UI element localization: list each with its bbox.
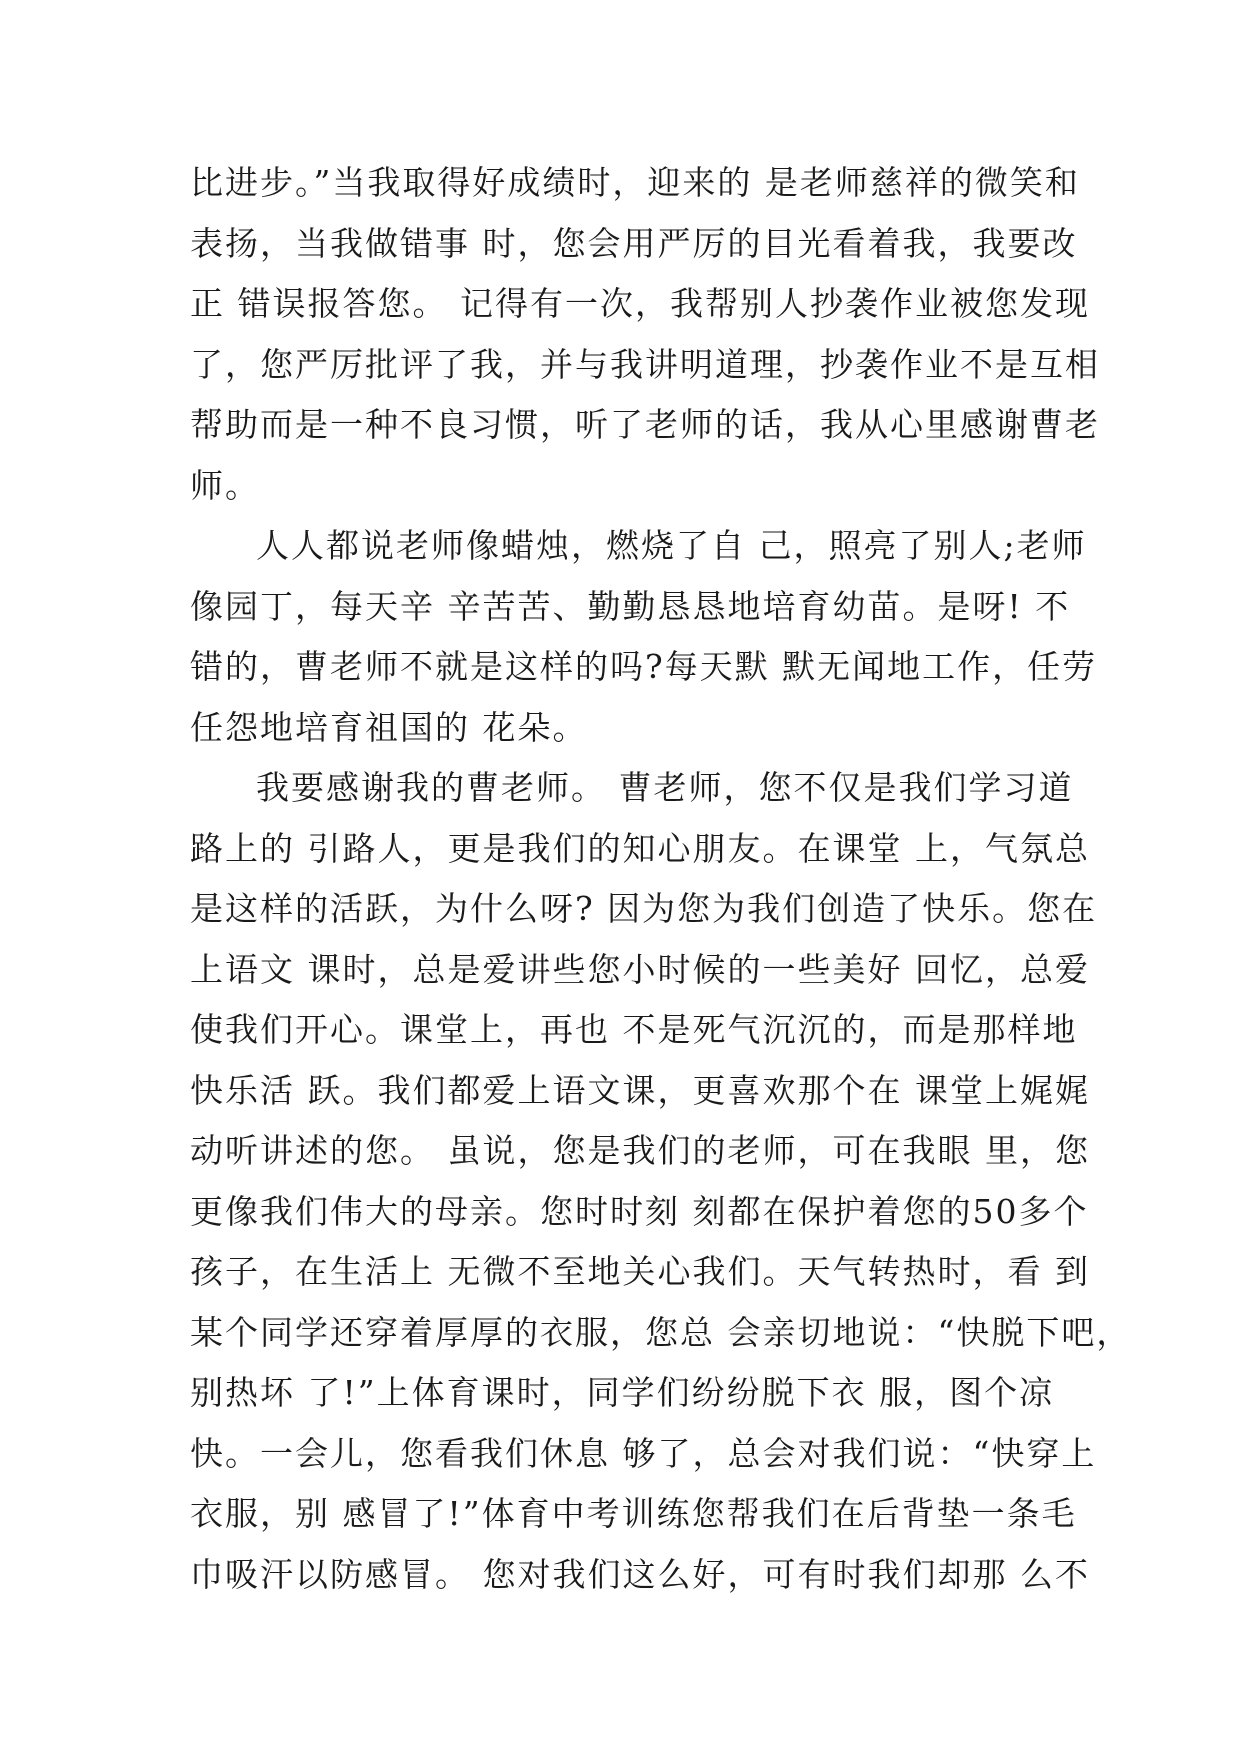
text-line: 表扬，当我做错事 时，您会用严厉的目光看着我，我要改 [190,223,1078,263]
text-line: 正 错误报答您。 记得有一次，我帮别人抄袭作业被您发现 [190,284,1090,323]
text-line: 帮助而是一种不良习惯，听了老师的话，我从心里感谢曹老 [190,405,1100,444]
text-line: 上语文 课时，总是爱讲些您小时候的一些美好 回忆，总爱 [190,949,1090,989]
text-line: 了，您严厉批评了我，并与我讲明道理，抄袭作业不是互相 [190,344,1100,384]
text-line: 别热坏 了!”上体育课时，同学们纷纷脱下衣 服，图个凉 [190,1373,1055,1412]
text-line: 巾吸汗以防感冒。 您对我们这么好，可有时我们却那 么不 [190,1554,1090,1594]
body-text [190,153,1132,1605]
text-line: 是这样的活跃，为什么呀? 因为您为我们创造了快乐。您在 [190,889,1098,928]
text-line: 某个同学还穿着厚厚的衣服，您总 会亲切地说：“快脱下吧， [190,1312,1132,1352]
text-line: 比进步。”当我取得好成绩时，迎来的 是老师慈祥的微笑和 [190,163,1080,202]
text-line: 孩子，在生活上 无微不至地关心我们。天气转热时，看 到 [190,1252,1090,1291]
text-line: 路上的 引路人，更是我们的知心朋友。在课堂 上，气氛总 [190,828,1090,868]
text-line: 使我们开心。课堂上，再也 不是死气沉沉的，而是那样地 [190,1010,1078,1049]
text-line: 任怨地培育祖国的 花朵。 [190,707,588,747]
text-line: 快。一会儿，您看我们休息 够了，总会对我们说：“快穿上 [190,1433,1097,1473]
text-line: 人人都说老师像蜡烛，燃烧了自 己，照亮了别人;老师 [256,526,1087,565]
text-line: 更像我们伟大的母亲。您时时刻 刻都在保护着您的50多个 [190,1191,1089,1231]
text-line: 错的，曹老师不就是这样的吗?每天默 默无闻地工作，任劳 [190,647,1098,686]
text-line: 像园丁，每天辛 辛苦苦、勤勤恳恳地培育幼苗。是呀! 不 [190,586,1071,626]
text-line: 快乐活 跃。我们都爱上语文课，更喜欢那个在 课堂上娓娓 [190,1070,1090,1110]
text-line: 衣服，别 感冒了!”体育中考训练您帮我们在后背垫一条毛 [190,1494,1077,1533]
text-line: 师。 [190,465,260,505]
text-line: 动听讲述的您。 虽说，您是我们的老师，可在我眼 里，您 [190,1131,1090,1170]
text-line: 我要感谢我的曹老师。 曹老师，您不仅是我们学习道 [256,768,1074,807]
